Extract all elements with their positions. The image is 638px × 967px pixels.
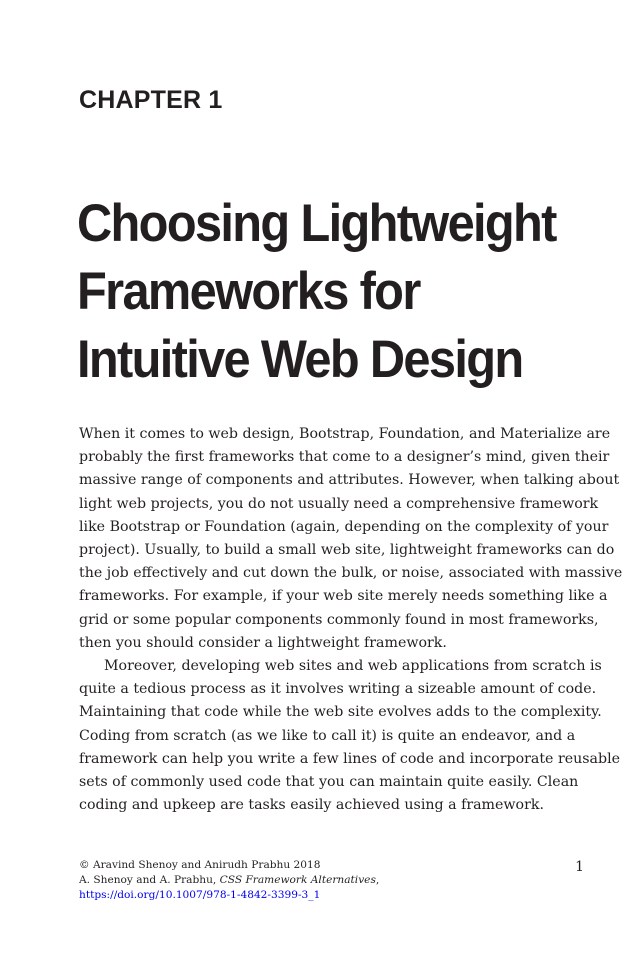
text-line: project). Usually, to build a small web site, lightweight frameworks can do [79,542,615,559]
body-text [79,423,623,817]
text-line: Maintaining that code while the web site evolves adds to the complexity. [79,704,602,721]
text-line: Coding from scratch (as we like to call it) is quite an endeavor, and a [79,727,576,744]
text-line: massive range of components and attributes. However, when talking about [79,472,620,489]
paragraph-1 [79,423,623,655]
text-line: quite a tedious process as it involves writing a sizeable amount of code. [79,681,597,698]
text-line: framework can help you write a few lines of code and incorporate reusable [79,750,621,767]
page-footer [79,858,379,903]
text-line: coding and upkeep are tasks easily achieved using a framework. [79,797,544,814]
paragraph-2 [79,655,621,817]
copyright-notice: © Aravind Shenoy and Anirudh Prabhu 2018 [79,859,321,871]
chapter-title-line: Frameworks for [77,262,420,321]
text-line: When it comes to web design, Bootstrap, Foundation, and Materialize are [79,426,611,442]
text-line: probably the first frameworks that come to a designer’s mind, given their [79,449,610,466]
text-line: grid or some popular components commonly found in most frameworks, [79,611,599,628]
doi-link[interactable]: https://doi.org/10.1007/978-1-4842-3399-3_1 [79,889,321,901]
chapter-title [77,190,574,394]
text-line: frameworks. For example, if your web site merely needs something like a [79,588,608,605]
citation-end: , [375,874,380,886]
page-number: 1 [575,859,584,875]
text-line: the job effectively and cut down the bulk, or noise, associated with massive [79,565,623,582]
citation-authors: A. Shenoy and A. Prabhu, [79,874,220,886]
text-line: sets of commonly used code that you can maintain quite easily. Clean [79,774,579,791]
chapter-label: CHAPTER 1 [79,86,223,114]
chapter-title-line: Intuitive Web Design [77,330,523,389]
text-line: light web projects, you do not usually need a comprehensive framework [79,495,599,512]
citation [79,873,379,888]
text-line: like Bootstrap or Foundation (again, depending on the complexity of your [79,518,609,535]
text-line: then you should consider a lightweight framework. [79,634,447,651]
text-line: Moreover, developing web sites and web applications from scratch is [104,658,602,675]
citation-book-title: CSS Framework Alternatives [219,874,376,886]
chapter-title-line: Choosing Lightweight [77,194,556,253]
